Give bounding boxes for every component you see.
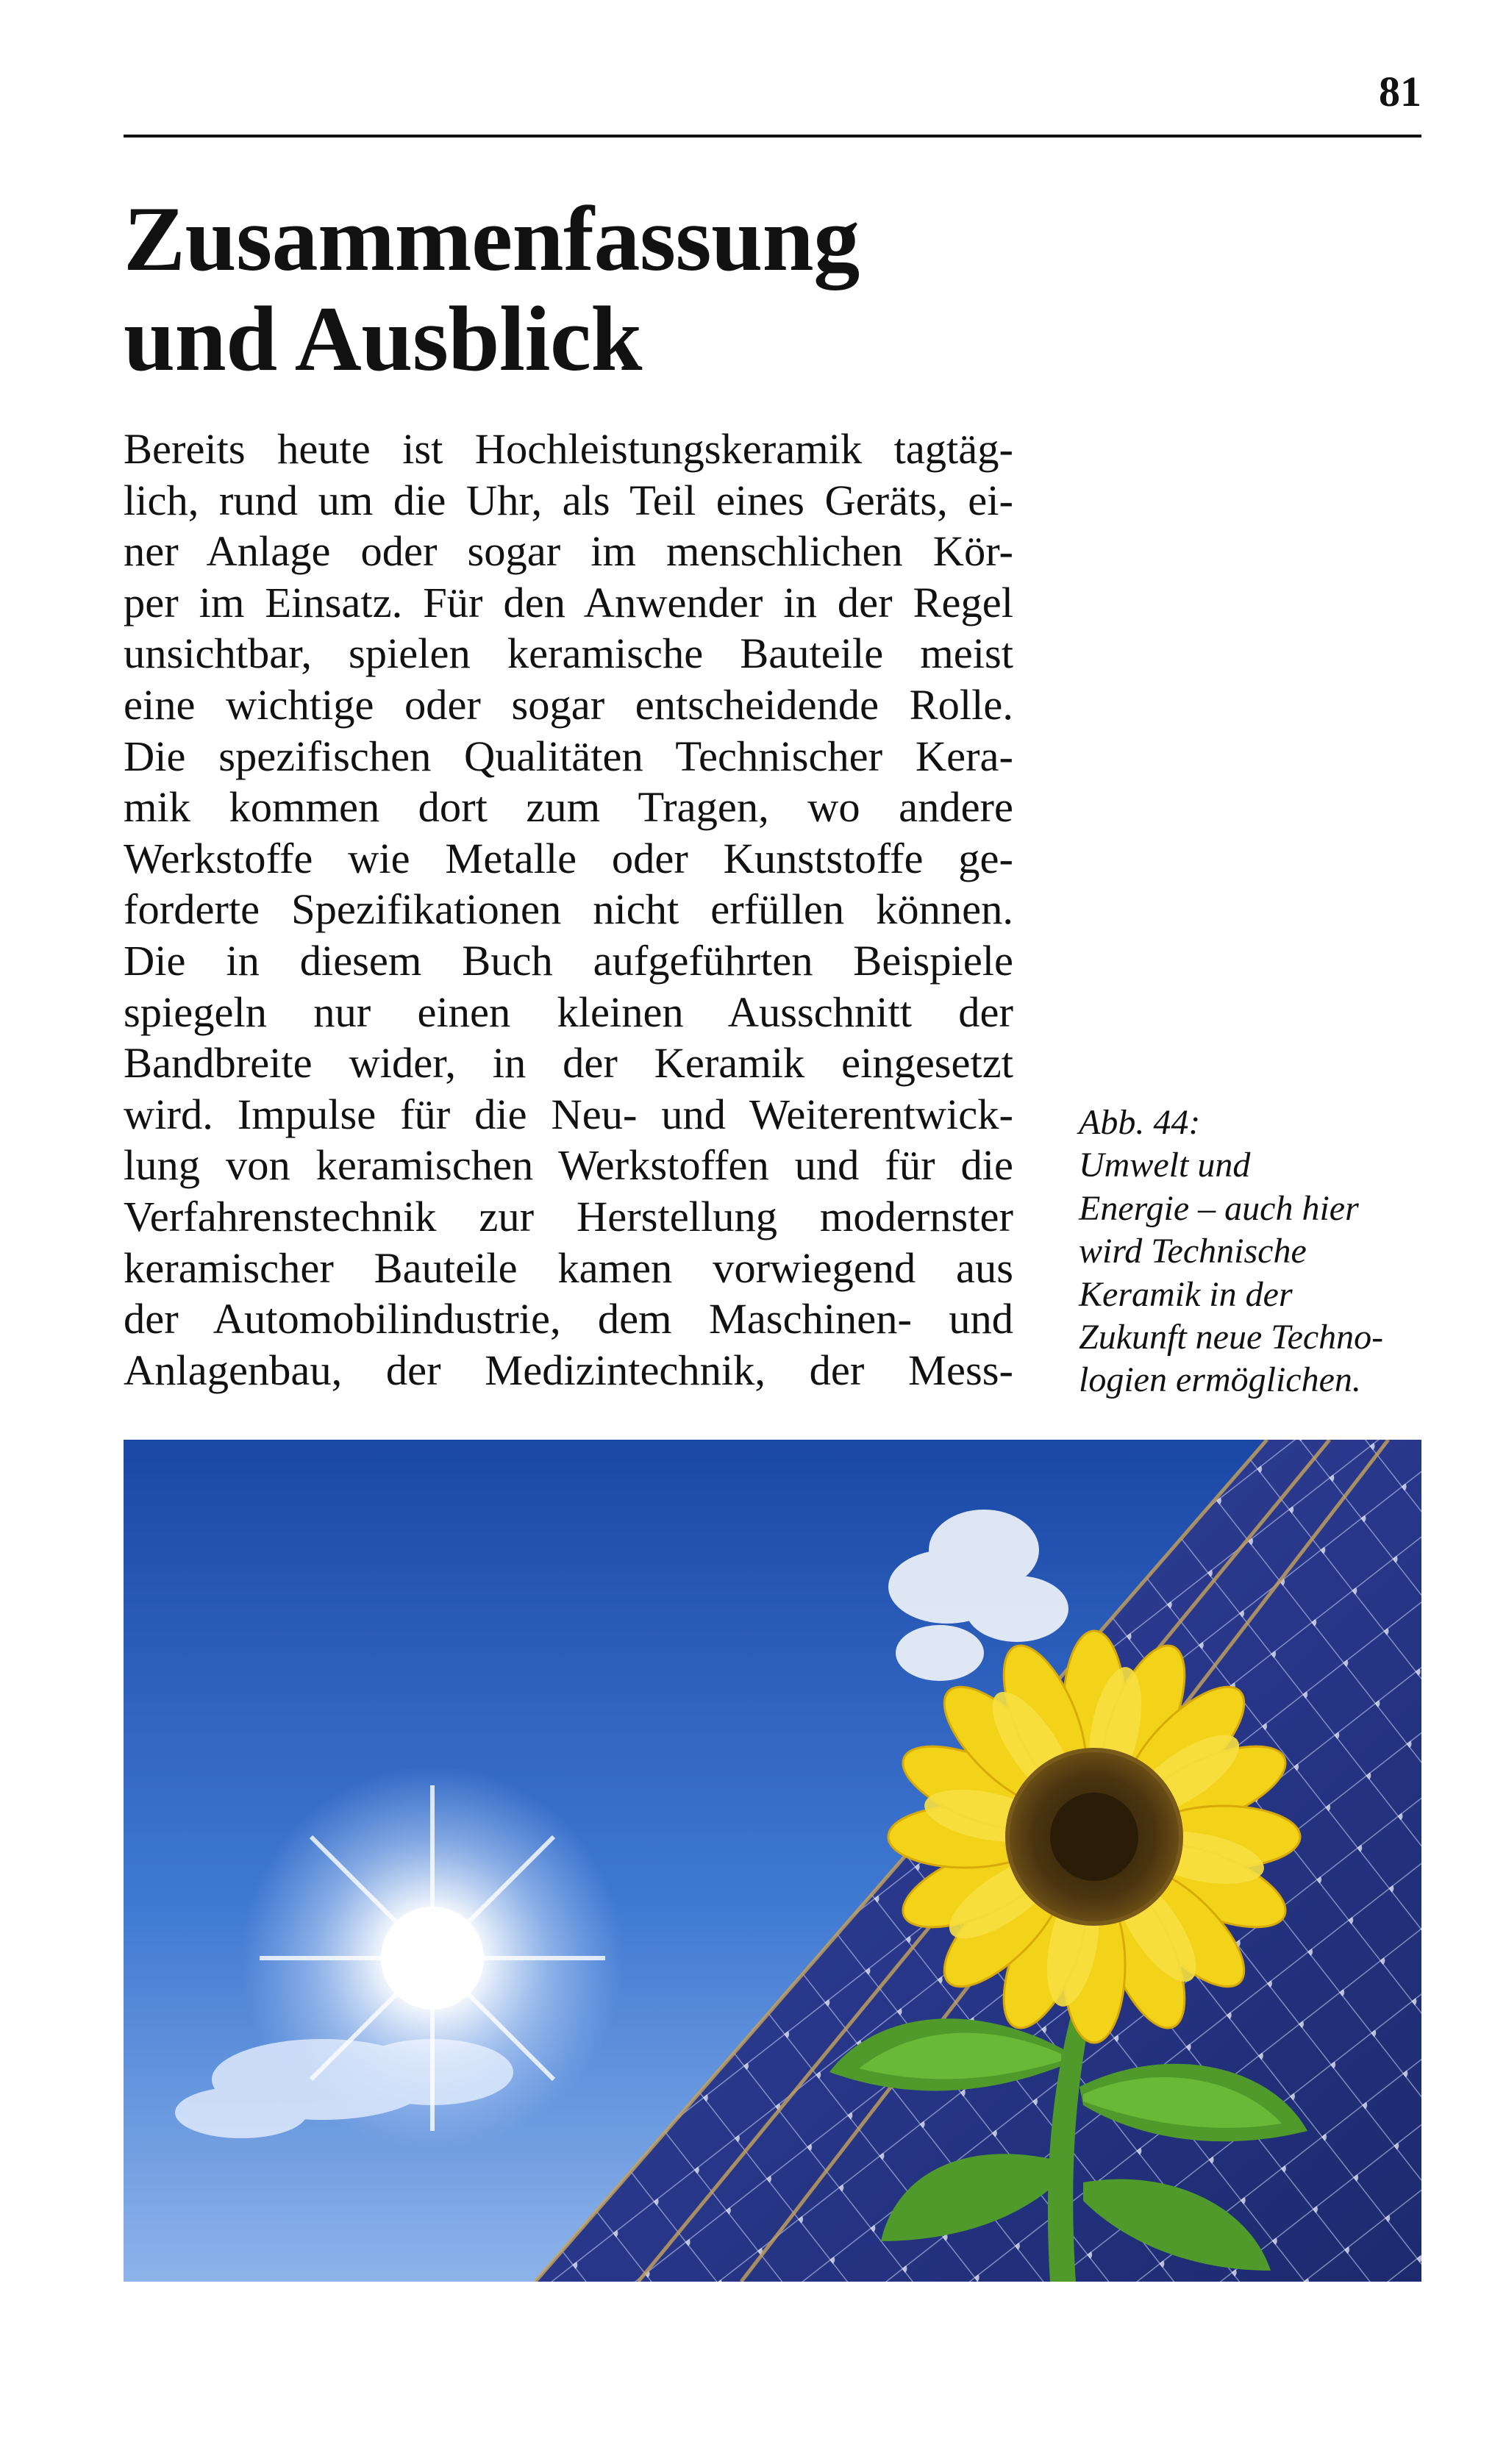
figure-caption [1079,1101,1424,1402]
body-line: forderte Spezifikationen nicht erfüllen können. [124,885,1013,934]
caption-line: wird Technische [1079,1232,1307,1271]
page-number: 81 [1379,68,1421,115]
title-line: und Ausblick [124,288,642,390]
body-line: Die in diesem Buch aufgeführten Beispiele [124,936,1013,985]
page-title [124,190,860,390]
caption-line: Abb. 44: [1079,1103,1201,1142]
body-line: per im Einsatz. Für den Anwender in der Regel [124,578,1013,626]
body-text [124,424,1013,1396]
caption-line: Zukunft neue Techno- [1079,1318,1384,1357]
solar-sunflower-image [124,1440,1421,2282]
body-line: spiegeln nur einen kleinen Ausschnitt der [124,988,1013,1036]
body-line: der Automobilindustrie, dem Maschinen- und [124,1295,1013,1343]
caption-line: Energie – auch hier [1079,1188,1359,1228]
body-line: lung von keramischen Werkstoffen und für die [124,1141,1013,1190]
body-line: Die spezifischen Qualitäten Technischer Kera- [124,732,1013,780]
caption-line: Umwelt und [1079,1146,1251,1185]
body-line: Anlagenbau, der Medizintechnik, der Mess- [124,1346,1013,1394]
body-line: eine wichtige oder sogar entscheidende Rolle. [124,680,1013,729]
title-line: Zusammenfassung [124,188,860,290]
caption-line: logien ermöglichen. [1079,1360,1361,1400]
figure-photo [124,1440,1421,2282]
header-rule [124,135,1421,138]
body-line: Werkstoffe wie Metalle oder Kunststoffe ge- [124,834,1013,882]
body-line: keramischer Bauteile kamen vorwiegend aus [124,1243,1013,1292]
body-line: mik kommen dort zum Tragen, wo andere [124,783,1013,832]
body-line: lich, rund um die Uhr, als Teil eines Geräts, ei- [124,476,1013,524]
body-line: Bandbreite wider, in der Keramik eingesetzt [124,1039,1013,1088]
body-line: Verfahrenstechnik zur Herstellung modernster [124,1192,1013,1240]
body-line: wird. Impulse für die Neu- und Weiterentwick- [124,1090,1013,1138]
body-line: unsichtbar, spielen keramische Bauteile meist [124,629,1013,678]
body-line: ner Anlage oder sogar im menschlichen Kör- [124,527,1013,576]
body-line: Bereits heute ist Hochleistungskeramik tagtäg- [124,425,1013,473]
caption-line: Keramik in der [1079,1274,1293,1314]
